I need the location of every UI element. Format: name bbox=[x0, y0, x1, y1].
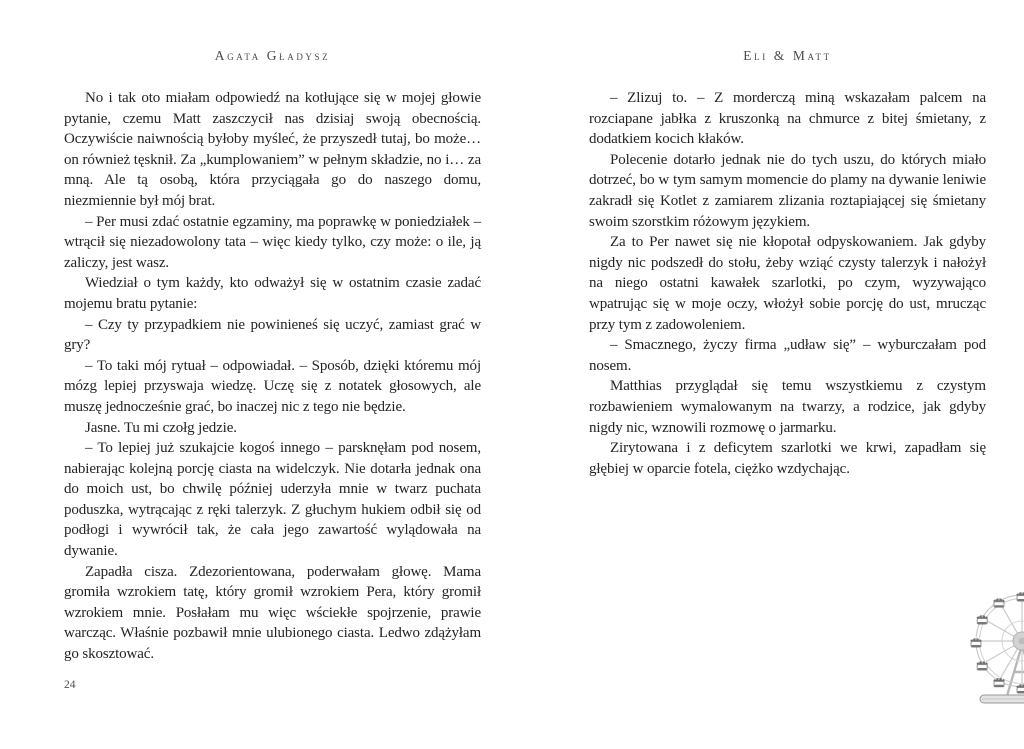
paragraph: Jasne. Tu mi czołg jedzie. bbox=[85, 419, 237, 436]
right-page-text bbox=[589, 88, 986, 479]
paragraph: Zirytowana i z deficytem szarlotki we krwi, zapadłam się głębiej w oparcie fotela, ciężko wzdychając. bbox=[589, 440, 986, 477]
paragraph: Wiedział o tym każdy, kto odważył się w ostatnim czasie zadać mojemu bratu pytanie: bbox=[64, 275, 481, 312]
paragraph: Zapadła cisza. Zdezorientowana, poderwałam głowę. Mama gromiła wzrokiem tatę, który gromił wzrokiem Pera, który gromił wzrokiem mnie. Posłałam mu więc wściekłe spojrzenie, prawie warcząc. Właśnie pozbawił mnie ulubionego ciasta. Ledwo zdążyłam go skosztować. bbox=[64, 563, 481, 663]
left-page-text bbox=[64, 88, 481, 665]
paragraph: No i tak oto miałam odpowiedź na kotłujące się w mojej głowie pytanie, czemu Matt zaszczycił nas dzisiaj swoją obecnością. Oczywiście naiwnością byłoby myśleć, że przyszedł tutaj, bo może… on również tęsknił. Za „kumplowaniem” w pełnym składzie, no i… za mną. Ale tą osobą, która przyciągała go do naszego domu, niezmiennie był mój brat. bbox=[64, 90, 481, 209]
paragraph: – To lepiej już szukajcie kogoś innego – parsknęłam pod nosem, nabierając kolejną porcję ciasta na widelczyk. Nie dotarła jednak ona do moich ust, bo chwilę później uderzyła mnie w twarz puchata poduszka, wytrącając z ręki talerzyk. Z głuchym hukiem odbił się od podłogi i wywrócił tak, że cała jego zawartość wylądowała na dywanie. bbox=[64, 440, 481, 560]
left-running-header: Agata Gładysz bbox=[214, 48, 331, 63]
ferris-wheel-illustration bbox=[962, 581, 1024, 716]
paragraph: – Smacznego, życzy firma „udław się” – wyburczałam pod nosem. bbox=[589, 337, 986, 374]
page-number: 24 bbox=[64, 679, 76, 691]
paragraph: – To taki mój rytuał – odpowiadał. – Sposób, dzięki któremu mój mózg lepiej przyswaja wiedzę. Uczę się z notatek głosowych, ale muszę jednocześnie grać, bo inaczej nic z tego nie będzie. bbox=[64, 357, 481, 415]
paragraph: Matthias przyglądał się temu wszystkiemu z czystym rozbawieniem wymalowanym na twarzy, a rodzice, jak gdyby nigdy nic, wznowili rozmowę o jarmarku. bbox=[589, 378, 986, 436]
paragraph: Polecenie dotarło jednak nie do tych uszu, do których miało dotrzeć, bo w tym samym momencie do plamy na dywanie leniwie zakradł się Kotlet z zamiarem zlizania roztapiającej się śmietany swoim szorstkim różowym językiem. bbox=[589, 151, 986, 230]
paragraph: – Zlizuj to. – Z morderczą miną wskazałam palcem na rozciapane jabłka z kruszonką na chmurce z bitej śmietany, z dodatkiem kocich kłaków. bbox=[589, 90, 986, 148]
paragraph: – Czy ty przypadkiem nie powinieneś się uczyć, zamiast grać w gry? bbox=[64, 316, 481, 354]
paragraph: Za to Per nawet się nie kłopotał odpyskowaniem. Jak gdyby nigdy nic podszedł do stołu, żeby wziąć czysty talerzyk i nałożył na niego ostatni kawałek szarlotki, po czym, wyzywająco wpatrując się w moje oczy, włożył sobie porcję do ust, mrucząc przy tym z zadowoleniem. bbox=[589, 234, 986, 333]
right-running-header: Eli & Matt bbox=[743, 48, 832, 63]
right-page bbox=[589, 0, 986, 749]
paragraph: – Per musi zdać ostatnie egzaminy, ma poprawkę w poniedziałek – wtrącił się niezadowolony tata – więc kiedy tylko, czy może: o ile, ją zaliczy, jest wasz. bbox=[64, 213, 481, 271]
left-page bbox=[64, 0, 481, 749]
